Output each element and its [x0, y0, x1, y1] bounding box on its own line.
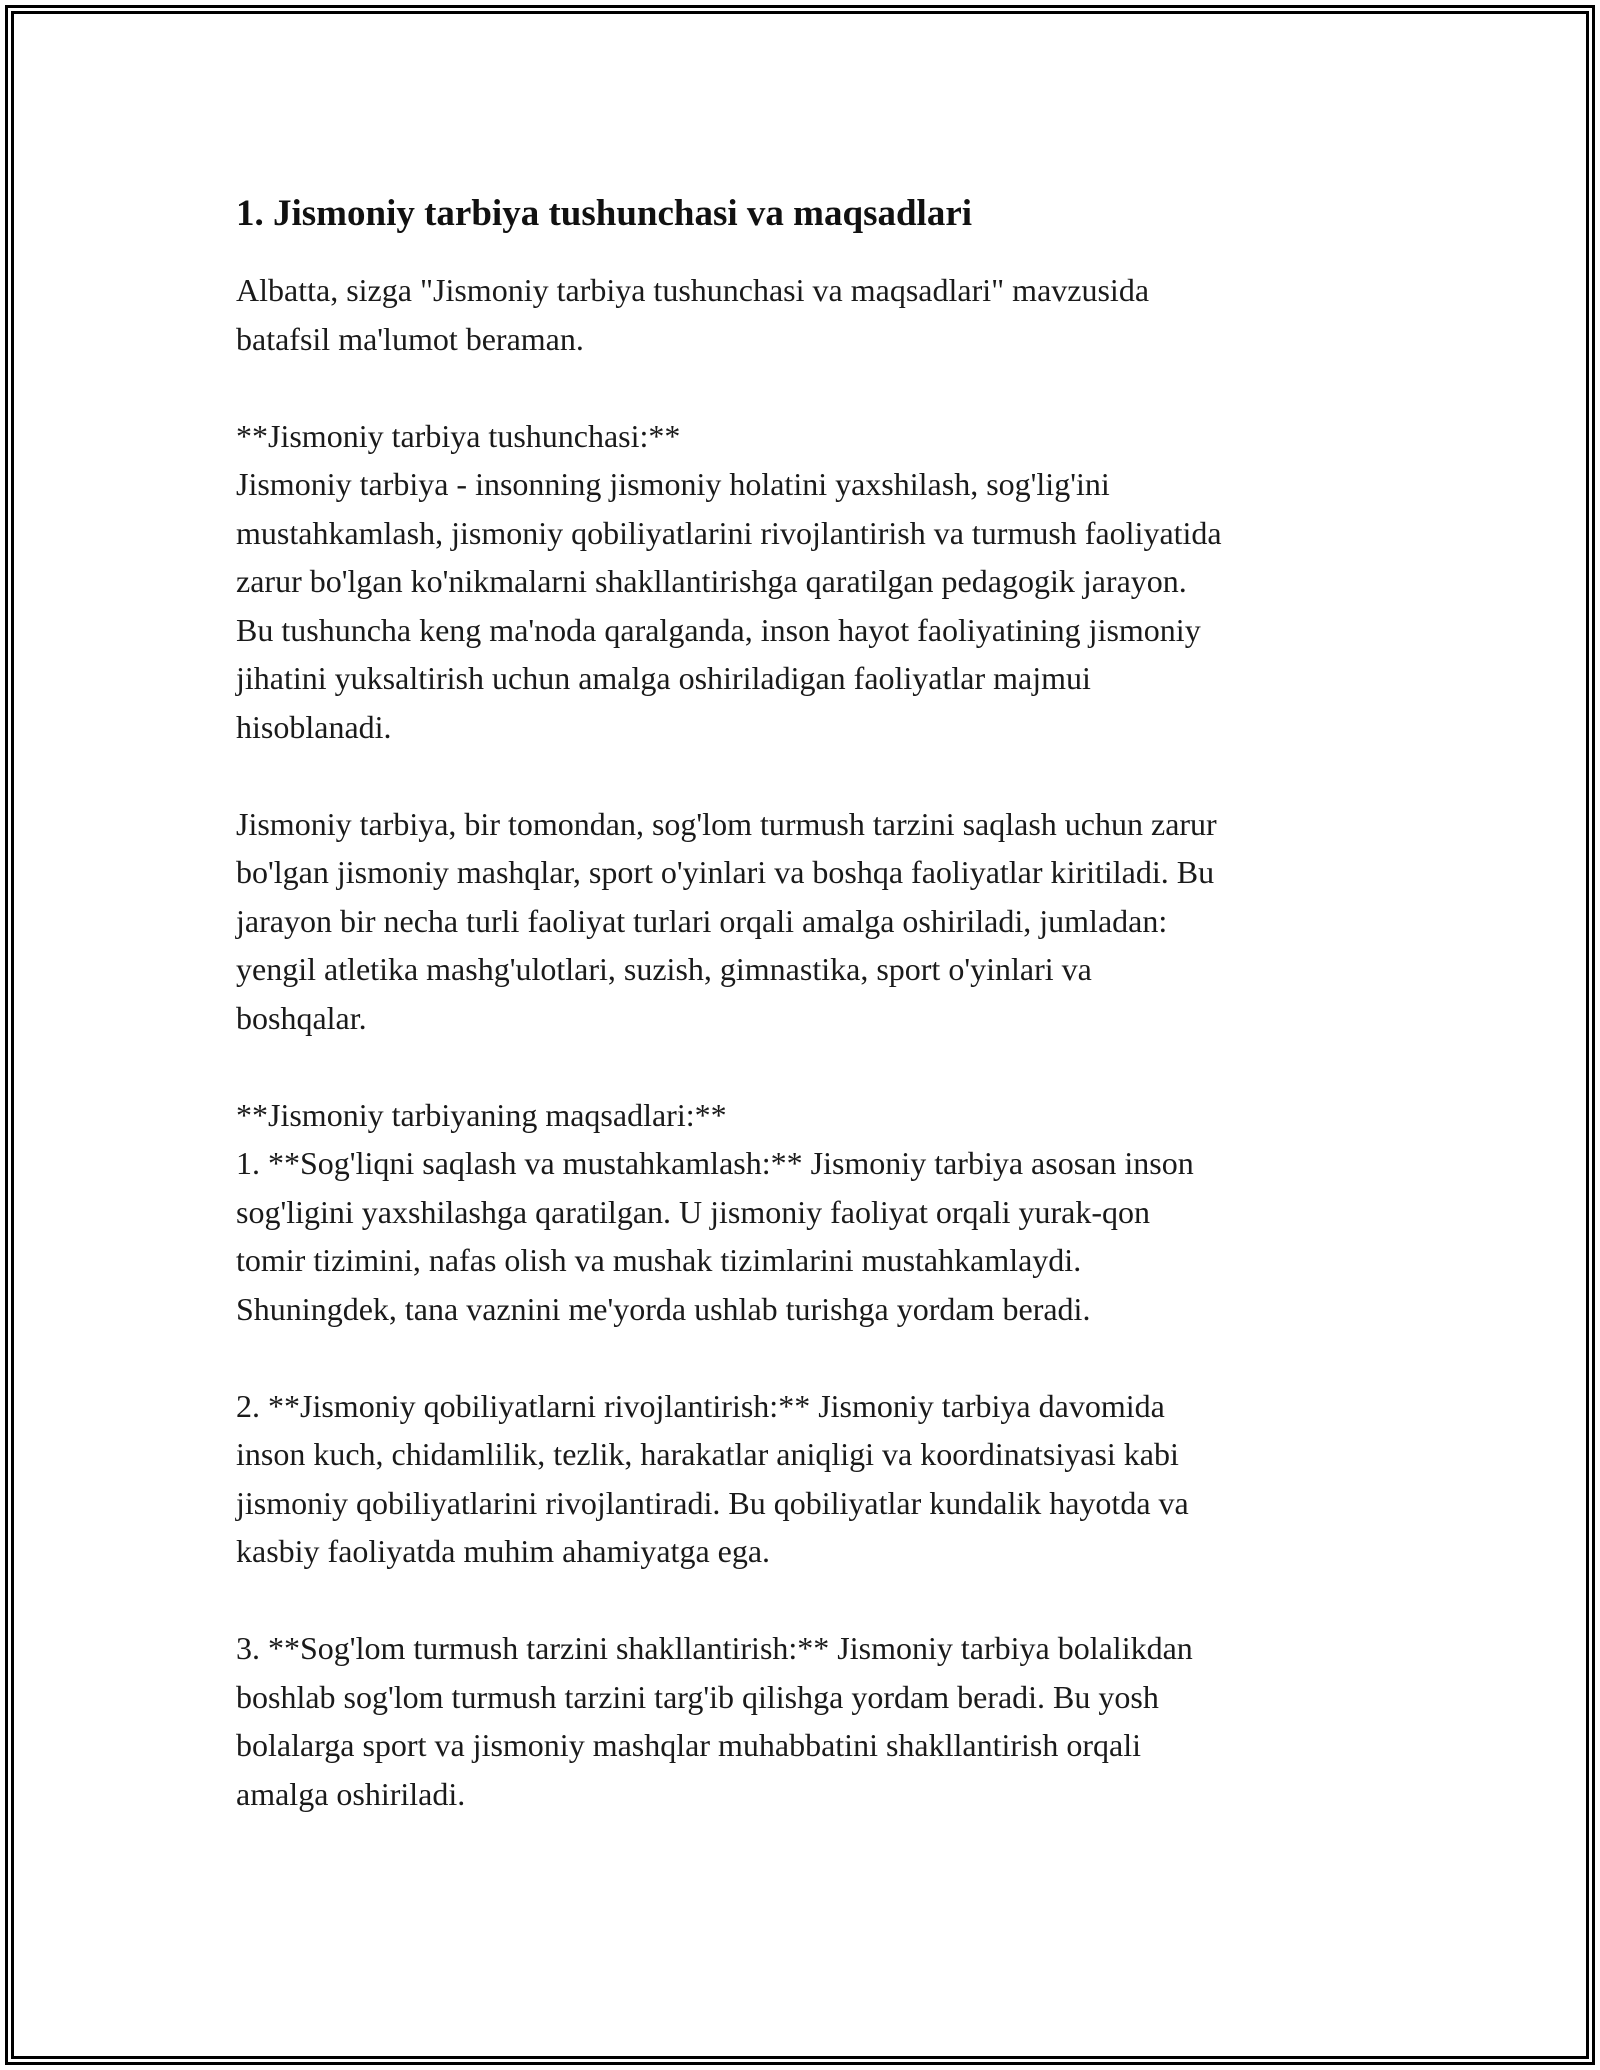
section-title: 1. Jismoniy tarbiya tushunchasi va maqsadlari [236, 193, 973, 234]
goal-abilities-paragraph: 2. **Jismoniy qobiliyatlarni rivojlantirish:** Jismoniy tarbiya davomida inson kuch, chidamlilik, tezlik, harakatlar aniqligi va koordinatsiyasi kabi jismoniy qobiliyatlarini rivojlantiradi. Bu qobiliyatlar kundalik hayotda va kasbiy faoliyatda muhim ahamiyatga ega. [236, 1387, 1189, 1569]
goal-health-paragraph: **Jismoniy tarbiyaning maqsadlari:** 1. **Sog'liqni saqlash va mustahkamlash:** Jismoniy tarbiya asosan inson sog'ligini yaxshilashga qaratilgan. U jismoniy faoliyat orqali yurak-qon tomir tizimini, nafas olish va mushak tizimlarini mustahkamlaydi. Shuningdek, tana vaznini me'yorda ushlab turishga yordam beradi. [236, 1096, 1194, 1327]
goal-lifestyle-paragraph: 3. **Sog'lom turmush tarzini shakllantirish:** Jismoniy tarbiya bolalikdan boshlab sog'lom turmush tarzini targ'ib qilishga yordam beradi. Bu yosh bolalarga sport va jismoniy mashqlar muhabbatini shakllantirish orqali amalga oshiriladi. [236, 1630, 1193, 1812]
intro-paragraph: Albatta, sizga "Jismoniy tarbiya tushunchasi va maqsadlari" mavzusida batafsil ma'lumot beraman. [236, 272, 1150, 357]
activities-paragraph: Jismoniy tarbiya, bir tomondan, sog'lom turmush tarzini saqlash uchun zarur bo'lgan jismoniy mashqlar, sport o'yinlari va boshqa faoliyatlar kiritiladi. Bu jarayon bir necha turli faoliyat turlari orqali amalga oshiriladi, jumladan: yengil atletika mashg'ulotlari, suzish, gimnastika, sport o'yinlari va boshqalar. [236, 805, 1217, 1036]
concept-paragraph: **Jismoniy tarbiya tushunchasi:** Jismoniy tarbiya - insonning jismoniy holatini yaxshilash, sog'lig'ini mustahkamlash, jismoniy qobiliyatlarini rivojlantirish va turmush faoliyatida zarur bo'lgan ko'nikmalarni shakllantirishga qaratilgan pedagogik jarayon. Bu tushuncha keng ma'noda qaralganda, inson hayot faoliyatining jismoniy jihatini yuksaltirish uchun amalga oshiriladigan faoliyatlar majmui hisoblanadi. [236, 417, 1222, 745]
document-body [236, 190, 1376, 1867]
